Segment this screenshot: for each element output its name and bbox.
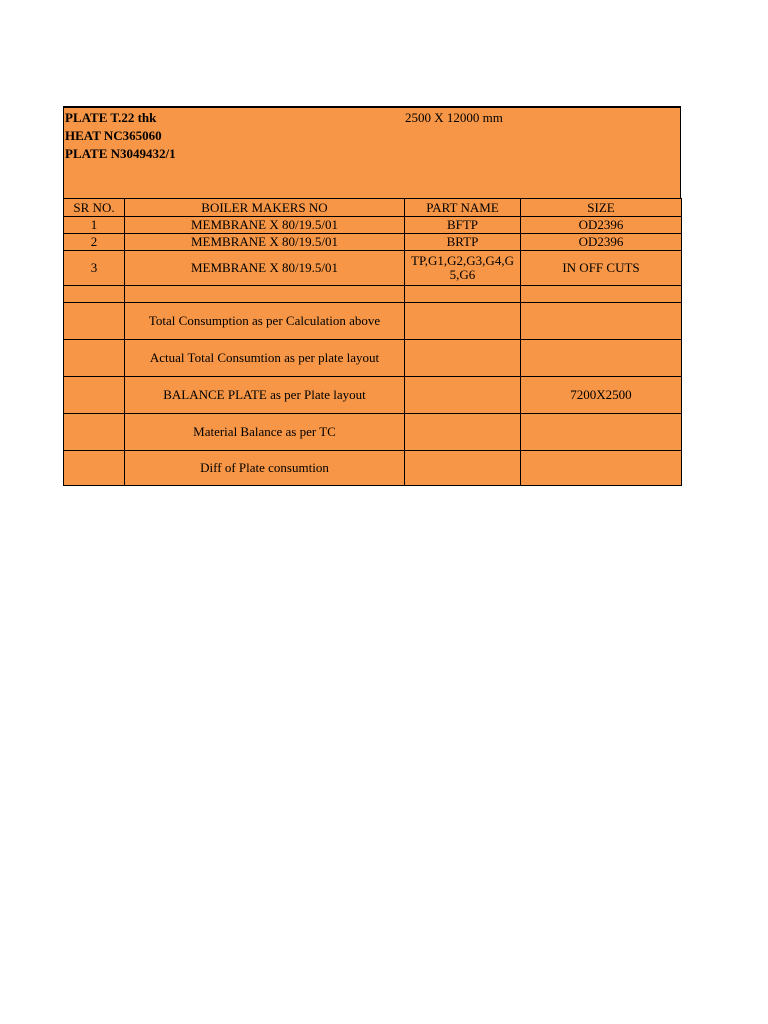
plate-size-label: 2500 X 12000 mm — [405, 110, 503, 125]
column-header-boiler-makers-no: BOILER MAKERS NO — [125, 199, 405, 217]
boiler-makers-no-cell: MEMBRANE X 80/19.5/01 — [125, 217, 405, 234]
summary-label: Total Consumption as per Calculation above — [125, 303, 405, 340]
summary-size-cell — [521, 451, 682, 486]
summary-size-cell: 7200X2500 — [521, 377, 682, 414]
sr-no-cell: 1 — [64, 217, 125, 234]
plate-thickness-label: PLATE T.22 thk — [65, 110, 157, 125]
summary-size-cell — [521, 340, 682, 377]
summary-part-cell — [405, 340, 521, 377]
summary-size-cell — [521, 414, 682, 451]
table-header-row — [64, 199, 682, 217]
summary-part-cell — [405, 303, 521, 340]
summary-row-material-balance — [64, 414, 682, 451]
summary-part-cell — [405, 451, 521, 486]
boiler-makers-no-cell: MEMBRANE X 80/19.5/01 — [125, 234, 405, 251]
empty-row — [64, 286, 682, 303]
sr-no-cell: 2 — [64, 234, 125, 251]
plate-consumption-sheet — [63, 106, 681, 486]
summary-label: BALANCE PLATE as per Plate layout — [125, 377, 405, 414]
part-name-cell: BRTP — [405, 234, 521, 251]
summary-row-diff-consumption — [64, 451, 682, 486]
summary-label: Diff of Plate consumtion — [125, 451, 405, 486]
size-cell: OD2396 — [521, 217, 682, 234]
summary-part-cell — [405, 377, 521, 414]
summary-row-actual-consumption — [64, 340, 682, 377]
sheet-header — [63, 106, 681, 198]
consumption-table — [63, 198, 682, 486]
summary-part-cell — [405, 414, 521, 451]
summary-label: Actual Total Consumtion as per plate layout — [125, 340, 405, 377]
summary-size-cell — [521, 303, 682, 340]
summary-row-balance-plate — [64, 377, 682, 414]
column-header-sr-no: SR NO. — [64, 199, 125, 217]
table-row — [64, 251, 682, 286]
summary-row-total-consumption — [64, 303, 682, 340]
column-header-size: SIZE — [521, 199, 682, 217]
summary-label: Material Balance as per TC — [125, 414, 405, 451]
sr-no-cell: 3 — [64, 251, 125, 286]
column-header-part-name: PART NAME — [405, 199, 521, 217]
boiler-makers-no-cell: MEMBRANE X 80/19.5/01 — [125, 251, 405, 286]
plate-number-label: PLATE N3049432/1 — [65, 146, 176, 161]
part-name-cell: BFTP — [405, 217, 521, 234]
table-row — [64, 217, 682, 234]
table-row — [64, 234, 682, 251]
size-cell: OD2396 — [521, 234, 682, 251]
size-cell: IN OFF CUTS — [521, 251, 682, 286]
part-name-cell: TP,G1,G2,G3,G4,G5,G6 — [405, 251, 521, 286]
heat-number-label: HEAT NC365060 — [65, 128, 162, 143]
